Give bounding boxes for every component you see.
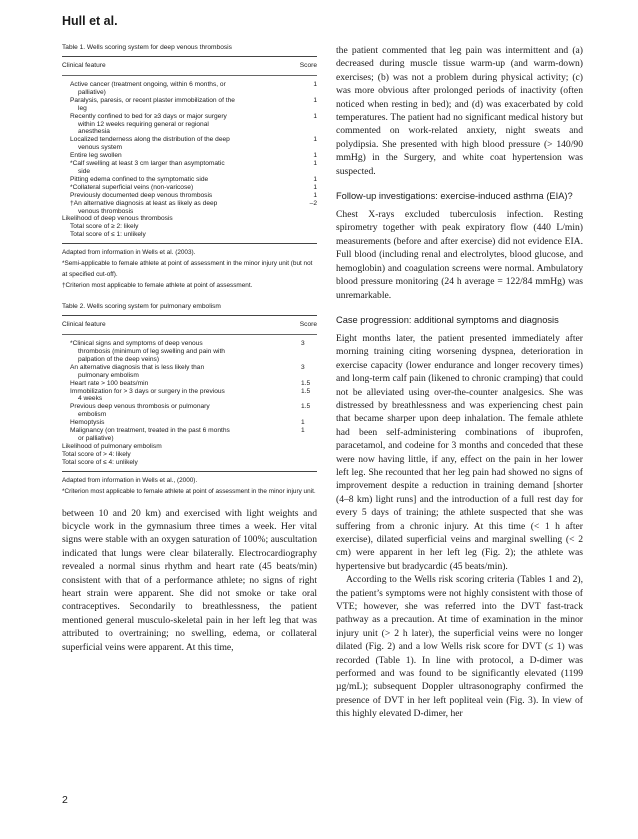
table-cell-line: Pitting edema confined to the symptomatic side — [70, 175, 209, 183]
table-row — [62, 215, 317, 223]
table-cell-score — [301, 443, 317, 451]
table-cell-feature — [62, 81, 275, 97]
table-cell-score: 1 — [313, 183, 317, 191]
table-cell-score — [293, 231, 317, 239]
table-1-body — [62, 76, 317, 243]
table-1-col-feature: Clinical feature — [62, 62, 106, 69]
table-2-notes — [62, 471, 317, 497]
table-cell-feature — [62, 184, 275, 192]
table-cell-feature — [62, 215, 267, 223]
table-cell-score: 1.5 — [301, 387, 311, 395]
table-cell-score: 1 — [313, 160, 317, 168]
table-row — [62, 192, 317, 200]
table-row — [62, 160, 317, 176]
table-cell-line: Immobilization for > 3 days or surgery in the previous — [70, 387, 225, 395]
table-cell-line: pulmonary embolism — [78, 371, 139, 379]
table-cell-feature — [62, 160, 275, 176]
table-cell-score: 1 — [313, 96, 317, 104]
table-row — [62, 81, 317, 97]
table-row — [62, 380, 317, 388]
table-cell-line: Total score of ≤ 1: unlikely — [70, 231, 146, 239]
table-1 — [62, 44, 317, 291]
table-cell-feature — [62, 136, 275, 152]
table-cell-feature — [62, 113, 275, 137]
paragraph-investigations: Chest X-rays excluded tuberculosis infection. Resting spirometry together with peak expiratory flow (440 L/min) measurements (before and after exercise) did not evidence EIA. Full blood (including renal and electrolytes, blood glucose, and hemoglobin) and coagulation screens were normal. Ambulatory blood pressure monitoring (24 h average = 122/84 mmHg) was unremarkable. — [336, 209, 583, 301]
table-2-note: Adapted from information in Wells et al., (2000). — [62, 476, 198, 484]
table-cell-line: Localized tenderness along the distribution of the deep — [70, 136, 230, 144]
table-row — [62, 419, 317, 427]
table-cell-score — [293, 223, 317, 231]
table-cell-line: palliative) — [78, 88, 106, 96]
table-row — [62, 184, 317, 192]
table-row — [62, 223, 317, 231]
table-cell-line: or palliative) — [78, 435, 114, 442]
table-cell-line: Total score of ≥ 2: likely — [70, 223, 139, 231]
table-cell-line: Active cancer (treatment ongoing, within 6 months, or — [70, 81, 226, 88]
table-cell-line: venous system — [78, 144, 122, 152]
table-cell-line: Total score of ≤ 4: unlikely — [62, 458, 138, 466]
table-cell-line: Likelihood of deep venous thrombosis — [62, 215, 173, 223]
table-row — [62, 403, 317, 419]
table-cell-score: 1 — [301, 419, 305, 427]
table-cell-score: 1 — [301, 427, 305, 435]
table-row — [62, 152, 317, 160]
table-cell-score — [301, 451, 317, 459]
table-1-note: *Semi-applicable to female athlete at point of assessment in the minor injury unit (but not at specified cut-off). — [62, 260, 313, 279]
table-cell-line: Entire leg swollen — [70, 152, 122, 160]
table-cell-score: 1 — [313, 175, 317, 183]
table-1-col-score: Score — [299, 62, 317, 69]
table-cell-score — [301, 459, 317, 467]
table-cell-line: An alternative diagnosis that is less likely than — [70, 363, 205, 371]
table-cell-line: Malignancy (on treatment, treated in the past 6 months — [70, 427, 230, 435]
table-cell-feature — [62, 192, 275, 200]
table-cell-line: Hemoptysis — [70, 419, 105, 427]
table-cell-line: thrombosis (minimum of leg swelling and pain with — [78, 348, 225, 356]
table-cell-score: 3 — [301, 340, 305, 348]
table-2-col-feature: Clinical feature — [62, 321, 106, 329]
table-cell-score: 1 — [313, 112, 317, 120]
table-cell-line: side — [78, 167, 91, 175]
table-row — [62, 364, 317, 380]
table-cell-score: 1.5 — [301, 379, 311, 387]
table-row — [62, 340, 317, 364]
table-row — [62, 427, 317, 443]
table-row — [62, 459, 317, 467]
table-cell-line: Total score of > 4: likely — [62, 450, 131, 458]
table-cell-line: *Collateral superficial veins (non-varicose) — [70, 183, 194, 191]
section-heading-follow-up: Follow-up investigations: exercise-induced asthma (EIA)? — [336, 191, 573, 202]
table-2-col-score: Score — [299, 321, 317, 329]
table-cell-line: leg — [78, 104, 87, 112]
table-row — [62, 136, 317, 152]
table-row — [62, 388, 317, 404]
table-cell-feature — [62, 231, 275, 239]
table-row — [62, 451, 317, 459]
table-cell-line: Heart rate > 100 beats/min — [70, 379, 149, 387]
table-cell-line: palpation of the deep veins) — [78, 355, 160, 363]
table-cell-score: 3 — [301, 363, 305, 371]
table-cell-feature — [62, 380, 280, 388]
table-2-header — [62, 316, 317, 335]
table-cell-line: *Clinical signs and symptoms of deep venous — [70, 340, 203, 348]
table-cell-line: anesthesia — [78, 128, 110, 136]
table-cell-feature — [62, 403, 280, 419]
table-cell-feature — [62, 340, 280, 364]
table-row — [62, 200, 317, 216]
table-cell-line: Previous deep venous thrombosis or pulmonary — [70, 403, 210, 411]
table-cell-line: Previously documented deep venous thrombosis — [70, 191, 213, 199]
paragraph-progression: Eight months later, the patient presented immediately after morning training citing worsening dyspnea, deterioration in exercise capacity (lower endurance and longer recovery times) and long-term calf pain (likened to chronic cramping) that could not be alleviated using over-the-counter analgesics. She was distressed by breathlessness and was experiencing chest pain that became sharper upon deep inhalation. The female athlete had been self-administering combinations of ibuprofen, paracetamol, and codeine for 3 months and conceded that these were now having little, if any, effect on the pain in her lower left leg. She recounted that her leg pain had showed no signs of improvement despite a reduction in training demand [shorter (4–8 km) light runs] and the introduction of a full rest day for every 5 days of training; the athlete suspected that she was suffering from a chronic injury. At this time (< 1 h after exercise), dilated superficial veins and marginal swelling (< 2 cm) were apparent in her left leg (Fig. 2); the athlete was hypertensive but bradycardic (45 beats/min). — [336, 332, 583, 572]
table-cell-feature — [62, 419, 280, 427]
table-cell-feature — [62, 443, 272, 451]
table-cell-feature — [62, 364, 280, 380]
left-column — [62, 44, 317, 654]
table-cell-feature — [62, 152, 275, 160]
table-row — [62, 231, 317, 239]
left-body-paragraph: between 10 and 20 km) and exercised with light weights and bicycle work in the gymnasium three times a week. Her vital signs were stable with an oxygen saturation of 100%; auscultation indicated that lungs were clear bilaterally. Electrocardiography revealed a normal sinus rhythm and heart rate (45 beats/min) consistent with that of a performance athlete; no signs of right heart strain were apparent. She did not smoke or take oral contraceptives. Secondarily to breathlessness, the patient mentioned general musculo-skeletal pain in her left leg that was attributed to overtraining; no swelling, edema, or collateral superficial veins were apparent. At this time, — [62, 507, 317, 653]
table-cell-line: embolism — [78, 411, 107, 419]
table-cell-feature — [62, 388, 280, 404]
table-cell-line: *Calf swelling at least 3 cm larger than asymptomatic — [70, 160, 225, 168]
table-row — [62, 443, 317, 451]
table-2 — [62, 303, 317, 497]
table-cell-line: venous thrombosis — [78, 207, 134, 215]
paragraph-wells-criteria: According to the Wells risk scoring criteria (Tables 1 and 2), the patient’s symptoms were not highly consistent with those of VTE; however, she was referred into the DVT fast-track pathway as a precaution. At time of examination in the minor injury unit (> 2 h later), the superficial veins were no longer dilated (Fig. 2) and a low Wells risk score for DVT (≤ 1) was recorded (Table 1). In line with protocol, a D-dimer was performed and was found to be significantly elevated (1199 µg/mL); subsequent Doppler ultrasonography confirmed the presence of DVT in her left popliteal vein (Fig. 3). In view of this highly elevated D-dimer, her — [336, 574, 583, 720]
table-cell-feature — [62, 451, 272, 459]
table-1-note: Adapted from information in Wells et al. (2003). — [62, 249, 196, 257]
table-cell-feature — [62, 176, 275, 184]
running-head: Hull et al. — [62, 14, 118, 28]
table-cell-score: 1 — [313, 152, 317, 160]
table-cell-feature — [62, 427, 280, 443]
table-cell-score: 1.5 — [301, 403, 311, 411]
table-cell-feature — [62, 97, 275, 113]
table-cell-feature — [62, 459, 272, 467]
table-cell-feature — [62, 223, 275, 231]
table-2-note: *Criterion most applicable to female athlete at point of assessment in the minor injury unit. — [62, 487, 316, 495]
table-row — [62, 176, 317, 184]
table-cell-line: Likelihood of pulmonary embolism — [62, 442, 162, 450]
table-row — [62, 113, 317, 137]
table-row — [62, 97, 317, 113]
table-cell-line: Paralysis, paresis, or recent plaster immobilization of the — [70, 96, 235, 104]
table-cell-score — [293, 215, 317, 223]
table-2-body — [62, 335, 317, 471]
section-heading-case-progression: Case progression: additional symptoms and diagnosis — [336, 314, 559, 325]
paragraph-leg-pain: the patient commented that leg pain was intermittent and (a) decreased during muscle tissue warm-up (and warm-down) exercises; (b) was not a problem during physical activity; (c) was more obvious after prolonged periods of inactivity (often noticed when resting in bed); and (d) was exacerbated by cold temperatures. The patient had no significant medical history but commented on work-related anxiety, night sweats and polydipsia. She presented with high blood pressure (> 140/90 mmHg) in the Surgery, and white coat hypertension was suspected. — [336, 45, 583, 177]
table-cell-score: 1 — [313, 136, 317, 144]
table-1-caption: Table 1. Wells scoring system for deep venous thrombosis — [62, 44, 232, 51]
table-1-header — [62, 57, 317, 76]
right-column — [336, 44, 583, 721]
table-cell-line: 4 weeks — [78, 395, 103, 403]
table-cell-line: within 12 weeks requiring general or regional — [78, 120, 209, 128]
table-cell-score: –2 — [309, 199, 317, 207]
table-2-caption: Table 2. Wells scoring system for pulmonary embolism — [62, 303, 221, 311]
table-cell-score: 1 — [313, 81, 317, 88]
table-cell-feature — [62, 200, 275, 216]
table-cell-score: 1 — [313, 191, 317, 199]
table-cell-line: †An alternative diagnosis at least as likely as deep — [70, 199, 218, 207]
table-cell-line: Recently confined to bed for ≥3 days or major surgery — [70, 112, 227, 120]
page-number: 2 — [62, 794, 68, 806]
table-1-notes — [62, 243, 317, 291]
table-1-note: †Criterion most applicable to female athlete at point of assessment. — [62, 282, 253, 290]
